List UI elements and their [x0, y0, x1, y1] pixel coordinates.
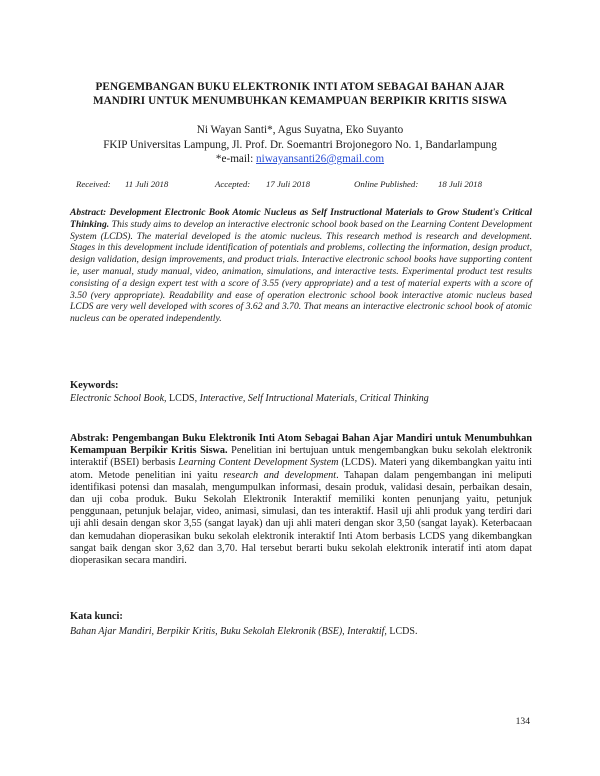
abstract-en-body: This study aims to develop an interactive electronic school book based on the Learning Content Development System (LCDS). The material developed is the atomic nucleus. This research method is research and development. Stages in this development include identification of potentials and problems, collecting the information, design product, design validation, design improvements, and product trials. Interactive electronic school books have supporting content ie, user manual, study manual, video, animation, simulations, and interactive tests. Experimental product test results consisting of a design expert test with a score of 3.55 (very appropriate) and a test of material experts with a score of 3.50 (very appropriate). Readability and ease of operation electronic school book interactive atomic nucleus based LCDS are very well developed with scores of 3.62 and 3.70. That means an interactive electronic school book of atomic nucleus can be operated independently. [70, 218, 532, 325]
keywords-id-list [70, 626, 532, 637]
abstract-id-part-2: (LCDS). Materi yang dikembangkan yaitu inti atom. Metode penelitian ini yaitu [70, 457, 533, 481]
email-label: *e-mail: [215, 153, 256, 165]
title-line-1: PENGEMBANGAN BUKU ELEKTRONIK INTI ATOM SEBAGAI BAHAN AJAR [95, 81, 505, 93]
keyword-en-2: LCDS, [169, 393, 198, 404]
published-date: 18 Juli 2018 [438, 179, 482, 189]
keywords-en-list [70, 393, 532, 404]
abstract-english [70, 207, 532, 325]
keywords-id-heading: Kata kunci: [70, 611, 123, 622]
accepted-date: 17 Juli 2018 [266, 179, 310, 189]
received-label: Received: [76, 179, 111, 189]
title-line-2: MANDIRI UNTUK MENUMBUHKAN KEMAMPUAN BERPIKIR KRITIS SISWA [92, 95, 508, 107]
keyword-en-3: Interactive, Self Intructional Materials, Critical Thinking [199, 393, 429, 404]
keyword-id-1: Bahan Ajar Mandiri, Berpikir Kritis, Buku Sekolah Elekronik (BSE), Interaktif, [70, 626, 387, 637]
author-affiliation: FKIP Universitas Lampung, Jl. Prof. Dr. Soemantri Brojonegoro No. 1, Bandarlampung [103, 138, 497, 151]
accepted-label: Accepted: [215, 179, 251, 189]
article-title [60, 80, 540, 108]
abstract-indonesian [70, 433, 532, 567]
abstract-id-heading: Abstrak: Pengembangan Buku Elektronik Inti Atom Sebagai Bahan Ajar Mandiri untuk Menumbuhkan Kemampuan Berpikir Kritis Siswa. [70, 433, 532, 457]
keyword-en-1: Electronic School Book, [70, 393, 167, 404]
publication-dates [76, 179, 536, 191]
author-email-line [60, 152, 540, 167]
published-label: Online Published: [354, 179, 419, 189]
abstract-id-italic-2: research and development [223, 469, 337, 481]
keyword-id-2: LCDS. [389, 626, 418, 637]
page-number: 134 [515, 716, 530, 727]
author-block [60, 123, 540, 167]
abstract-id-italic-1: Learning Content Development System [178, 457, 339, 469]
abstract-en-heading: Abstract: Development Electronic Book Atomic Nucleus as Self Instructional Materials to Grow Student's Critical Thinking. [70, 207, 532, 230]
author-names: Ni Wayan Santi*, Agus Suyatna, Eko Suyanto [196, 124, 404, 136]
email-link[interactable]: niwayansanti26@gmail.com [256, 153, 385, 165]
abstract-id-part-3: . Tahapan dalam pengembangan ini meliputi identifikasi potensi dan masalah, mengumpulkan informasi, desain produk, validasi desain, perbaikan desain, dan uji coba produk. Buku Sekolah Elektronik Interaktif memiliki konten penunjang yaitu, petunjuk penggunaan, petunjuk belajar, video, animasi, simulasi, dan tes interaktif. Hasil uji ahli produk yang terdiri dari uji ahli desain dengan skor 3,55 (sangat layak) dan uji ahli materi dengan skor 3,50 (sangat layak). Keterbacaan dan kemudahan dioperasikan buku sekolah elektronik interaktif Inti Atom berbasis LCDS yang dikembangkan sangat baik dengan skor 3,62 dan 3,70. Hal tersebut berarti buku sekolah elektronik interatif inti atom dapat dioperasikan secara mandiri. [70, 469, 532, 567]
keywords-en-heading: Keywords: [70, 380, 119, 391]
abstract-id-part-1: Penelitian ini bertujuan untuk mengembangkan buku sekolah elektronik interaktif (BSEI) berbasis [70, 445, 533, 469]
received-date: 11 Juli 2018 [125, 179, 169, 189]
